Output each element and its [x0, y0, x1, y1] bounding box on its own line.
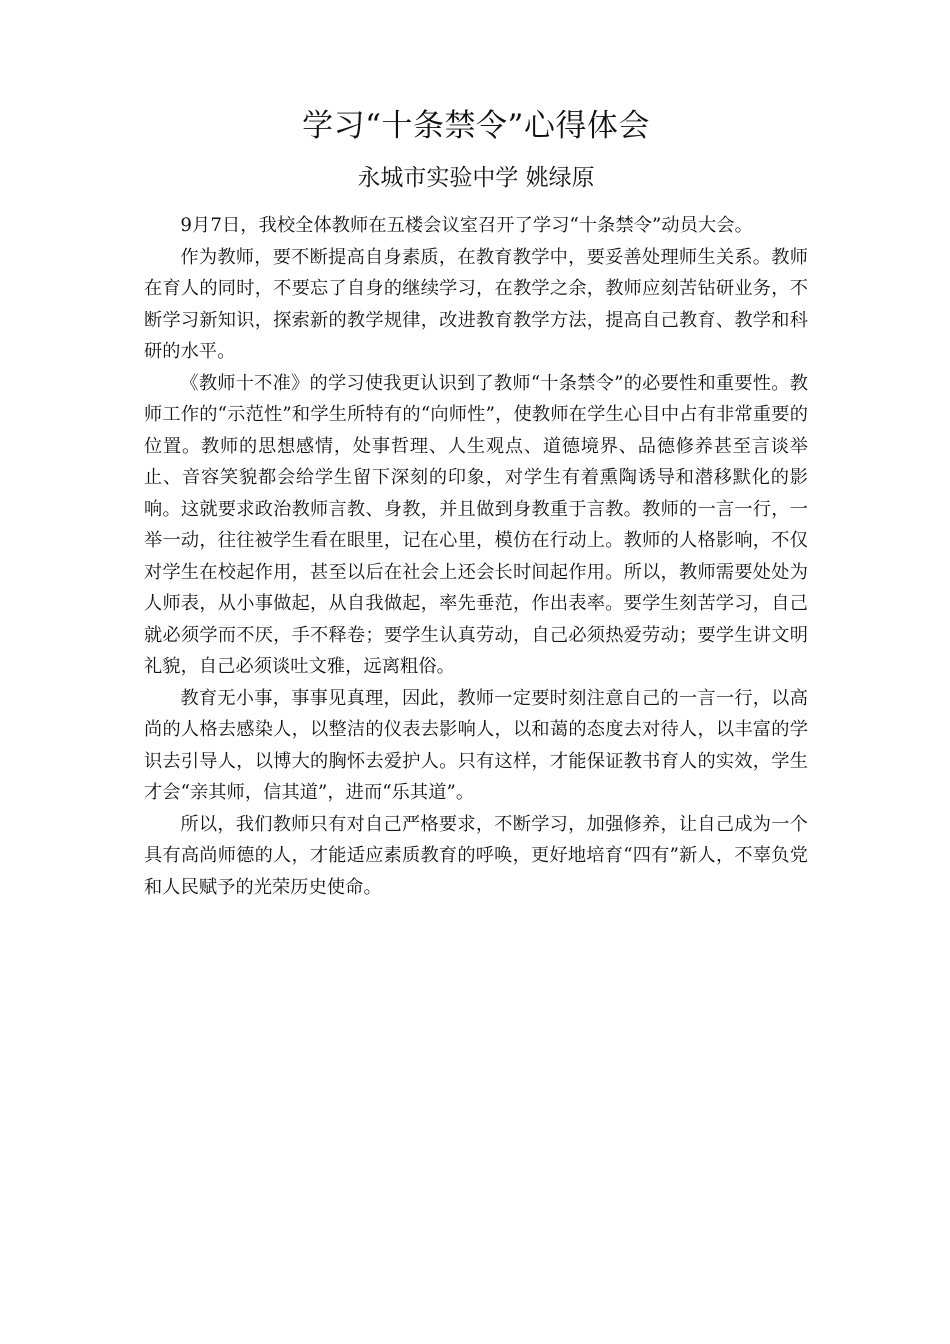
document-body — [144, 210, 808, 903]
document-author: 永城市实验中学 姚绿原 — [357, 165, 595, 191]
paragraph-5: 所以，我们教师只有对自己严格要求，不断学习，加强修养，让自己成为一个具有高尚师德的人，才能适应素质教育的呼唤，更好地培育“四有”新人，不辜负党和人民赋予的光荣历史使命。 — [144, 813, 808, 898]
document-page — [144, 100, 808, 903]
paragraph-4: 教育无小事，事事见真理，因此，教师一定要时刻注意自己的一言一行，以高尚的人格去感染人，以整洁的仪表去影响人，以和蔼的态度去对待人，以丰富的学识去引导人，以博大的胸怀去爱护人。只有这样，才能保证教书育人的实效，学生才会“亲其师，信其道”，进而“乐其道”。 — [144, 687, 808, 803]
paragraph-1: 9月7日，我校全体教师在五楼会议室召开了学习“十条禁令”动员大会。 — [180, 215, 753, 236]
document-title: 学习“十条禁令”心得体会 — [302, 108, 650, 144]
paragraph-3: 《教师十不准》的学习使我更认识到了教师“十条禁令”的必要性和重要性。教师工作的“示范性”和学生所特有的“向师性”，使教师在学生心目中占有非常重要的位置。教师的思想感情，处事哲理、人生观点、道德境界、品德修养甚至言谈举止、音容笑貌都会给学生留下深刻的印象，对学生有着熏陶诱导和潜移默化的影响。这就要求政治教师言教、身教，并且做到身教重于言教。教师的一言一行，一举一动，往往被学生看在眼里，记在心里，模仿在行动上。教师的人格影响，不仅对学生在校起作用，甚至以后在社会上还会长时间起作用。所以，教师需要处处为人师表，从小事做起，从自我做起，率先垂范，作出表率。要学生刻苦学习，自己就必须学而不厌，手不释卷；要学生认真劳动，自己必须热爱劳动；要学生讲文明礼貌，自己必须谈吐文雅，远离粗俗。 — [144, 372, 808, 677]
paragraph-2: 作为教师，要不断提高自身素质，在教育教学中，要妥善处理师生关系。教师在育人的同时，不要忘了自身的继续学习，在教学之余，教师应刻苦钻研业务，不断学习新知识，探索新的教学规律，改进教育教学方法，提高自己教育、教学和科研的水平。 — [144, 246, 808, 362]
